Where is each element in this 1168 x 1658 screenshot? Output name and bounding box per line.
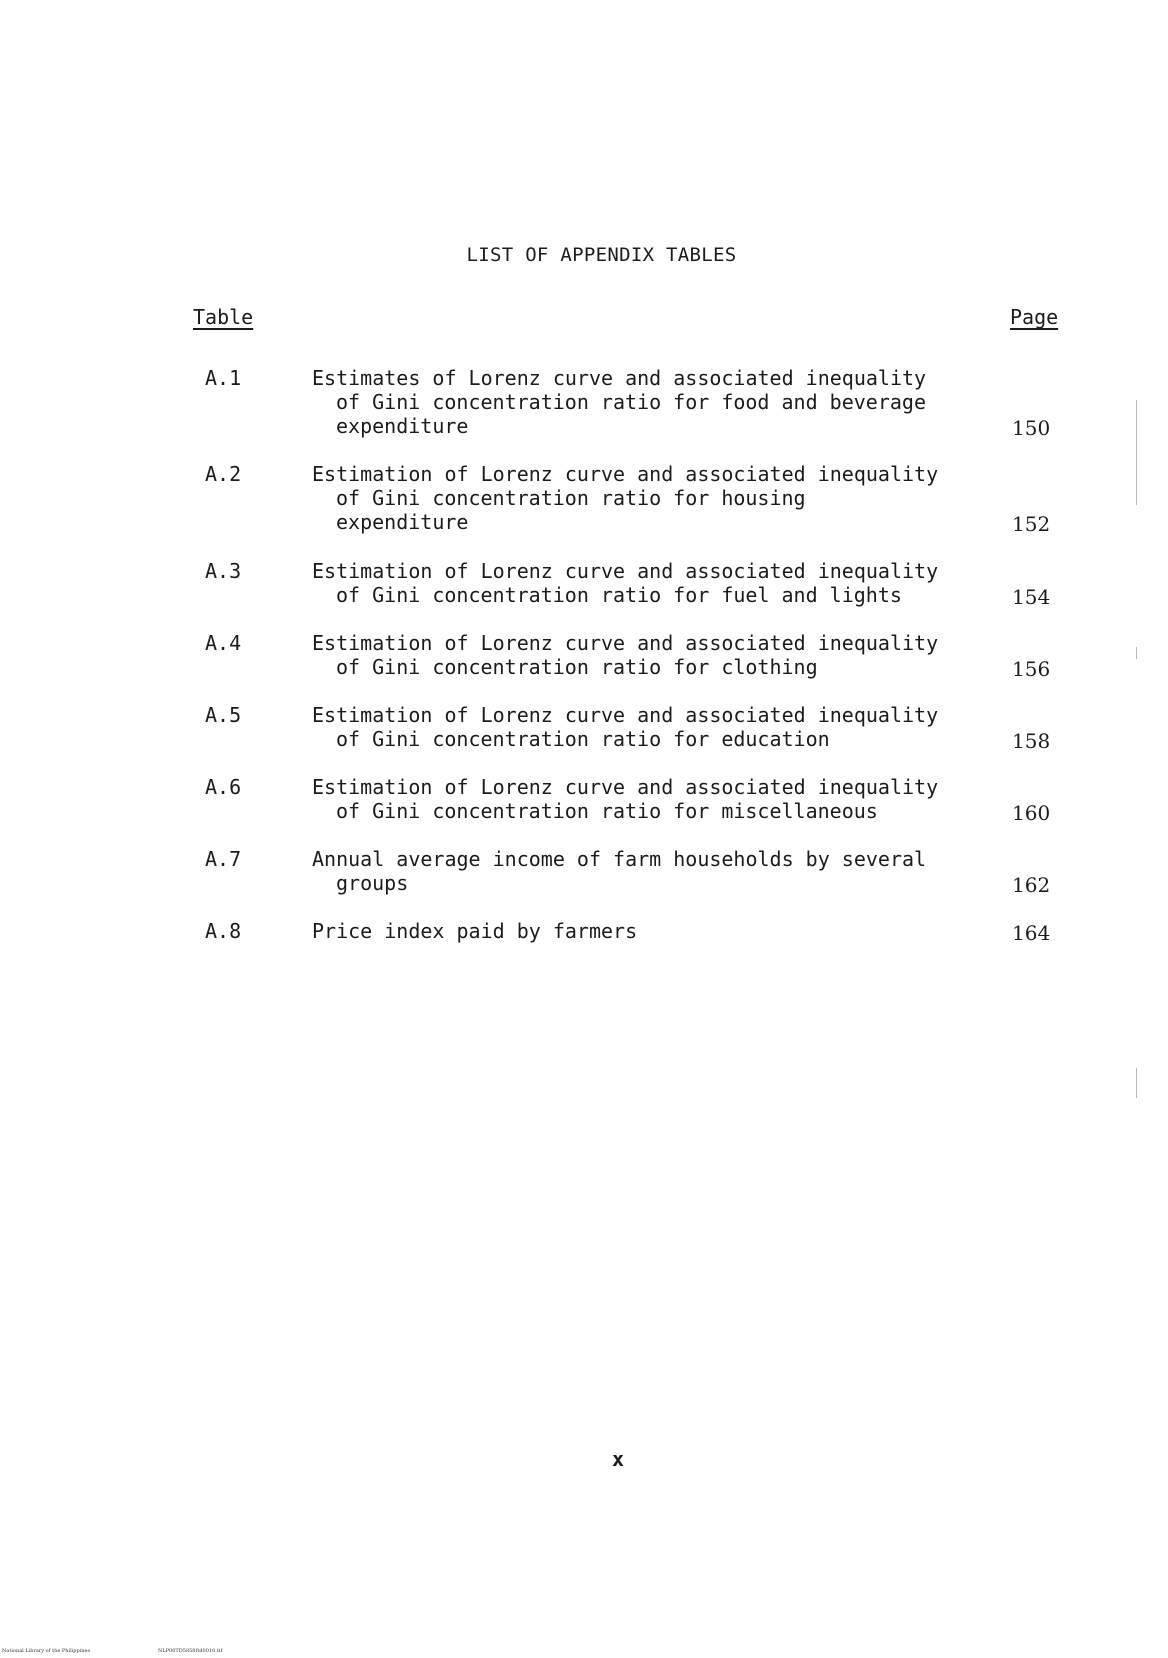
entry-title-line: groups — [336, 871, 409, 895]
entry-page-number: 150 — [1012, 416, 1051, 440]
entry-title-line: of Gini concentration ratio for fuel and lights — [336, 583, 902, 607]
entry-title-line: of Gini concentration ratio for clothing — [336, 655, 818, 679]
scan-mark — [1136, 1068, 1137, 1098]
entry-page-number: 154 — [1012, 585, 1051, 609]
entry-number: A.4 — [205, 631, 242, 655]
entry-title-line: Annual average income of farm households by several — [312, 847, 927, 871]
entry-page-number: 158 — [1012, 729, 1051, 753]
entry-number: A.7 — [205, 847, 242, 871]
page-number: x — [611, 1447, 625, 1471]
entry-title-line: expenditure — [336, 414, 469, 438]
entry-title — [312, 366, 952, 438]
footer-file-name: NLP00TD5858ftd0010.tif — [158, 1648, 223, 1654]
entry-title-line: Estimation of Lorenz curve and associated inequality — [312, 462, 939, 486]
table-column-header: Table — [193, 305, 254, 329]
entry-title-line: Estimation of Lorenz curve and associated inequality — [312, 775, 939, 799]
entry-page-number: 162 — [1012, 873, 1051, 897]
entry-title-line: expenditure — [336, 510, 469, 534]
entry-title — [312, 919, 952, 943]
entry-page-number: 164 — [1012, 921, 1051, 945]
entry-title — [312, 462, 952, 534]
scan-mark — [1136, 400, 1137, 505]
entry-number: A.8 — [205, 919, 242, 943]
page-column-header: Page — [1010, 305, 1059, 329]
entry-title — [312, 559, 952, 607]
entry-title-line: of Gini concentration ratio for miscellaneous — [336, 799, 878, 823]
footer-library-credit: National Library of the Philippines — [2, 1648, 91, 1654]
entry-page-number: 156 — [1012, 657, 1051, 681]
entry-title — [312, 631, 952, 679]
entry-title-line: Estimates of Lorenz curve and associated inequality — [312, 366, 927, 390]
entry-title-line: Estimation of Lorenz curve and associated inequality — [312, 631, 939, 655]
entry-title-line: Estimation of Lorenz curve and associated inequality — [312, 703, 939, 727]
entry-number: A.2 — [205, 462, 242, 486]
entry-title — [312, 847, 952, 895]
entry-number: A.3 — [205, 559, 242, 583]
entry-page-number: 160 — [1012, 801, 1051, 825]
entry-number: A.6 — [205, 775, 242, 799]
entry-number: A.1 — [205, 366, 242, 390]
entry-title-line: Price index paid by farmers — [312, 919, 638, 943]
entry-title-line: of Gini concentration ratio for housing — [336, 486, 806, 510]
entry-title-line: of Gini concentration ratio for food and beverage — [336, 390, 927, 414]
scan-mark — [1136, 647, 1137, 659]
page-title: LIST OF APPENDIX TABLES — [466, 244, 737, 266]
entry-number: A.5 — [205, 703, 242, 727]
entry-title-line: Estimation of Lorenz curve and associated inequality — [312, 559, 939, 583]
entry-title — [312, 775, 952, 823]
entry-page-number: 152 — [1012, 512, 1051, 536]
entry-title-line: of Gini concentration ratio for education — [336, 727, 830, 751]
entry-title — [312, 703, 952, 751]
